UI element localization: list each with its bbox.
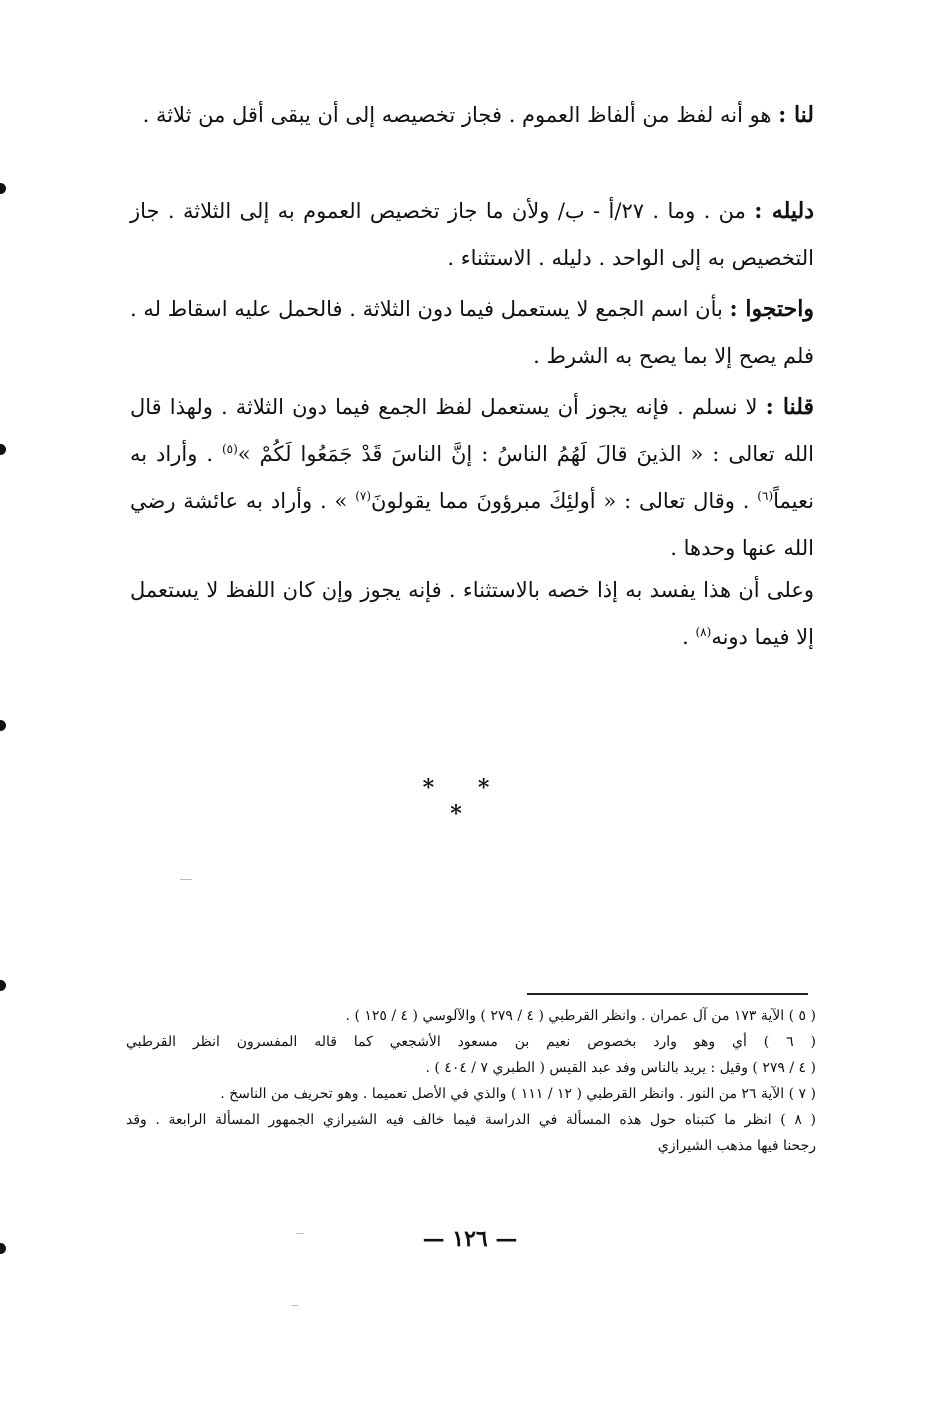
scan-edge-mark — [0, 444, 6, 455]
footnote-ref-7[interactable]: (٧) — [355, 489, 372, 503]
footnote-ref-5[interactable]: (٥) — [221, 442, 238, 456]
scan-edge-mark — [0, 1243, 6, 1254]
paragraph-4-part-4: » . وأراد به عائشة رضي الله عنها وحدها . — [130, 489, 814, 560]
paragraph-1-lead: لنا : — [778, 102, 814, 128]
paragraph-3 — [130, 286, 814, 380]
paragraph-4 — [130, 384, 814, 572]
paragraph-5 — [130, 567, 814, 661]
scan-edge-mark — [0, 183, 6, 194]
paragraph-4-lead: قلنا : — [765, 394, 814, 420]
paragraph-4-part-2: . وأراد به نعيماً — [130, 442, 814, 513]
paragraph-1-text: هو أنه لفظ من ألفاظ العموم . فجاز تخصيصه إلى أن يبقى أقل من ثلاثة . — [142, 103, 779, 127]
footnote-8: ( ٨ ) انظر ما كتبناه حول هذه المسألة في الدراسة فيما خالف فيه الشيرازي الجمهور المسألة الرابعة . وقد — [126, 1112, 816, 1128]
footnote-ref-8[interactable]: (٨) — [695, 625, 712, 639]
section-separator: * * * — [422, 775, 508, 827]
scan-speck — [292, 1305, 298, 1306]
page-number: — ١٢٦ — — [422, 1226, 518, 1252]
footnote-6-continued: ( ٤ / ٢٧٩ ) وقيل : يريد بالناس وفد عبد القيس ( الطبري ٧ / ٤٠٤ ) . — [425, 1060, 816, 1076]
paragraph-3-text: بأن اسم الجمع لا يستعمل فيما دون الثلاثة . فالحمل عليه اسقاط له . فلم يصح إلا بما يصح به الشرط . — [130, 297, 814, 368]
scan-edge-mark — [0, 720, 6, 731]
paragraph-2 — [130, 188, 814, 282]
paragraph-2-text: من . وما . ٢٧/أ - ب/ ولأن ما جاز تخصيص العموم به إلى الثلاثة . جاز التخصيص به إلى الواحد . دليله . الاستثناء . — [130, 199, 814, 270]
paragraph-5-end: . — [682, 625, 696, 649]
paragraph-2-lead: دليله : — [754, 198, 815, 224]
footnote-6: ( ٦ ) أي وهو وارد بخصوص نعيم بن مسعود الأشجعي كما قاله المفسرون انظر القرطبي — [126, 1034, 816, 1050]
paragraph-5-text: وعلى أن هذا يفسد به إذا خصه بالاستثناء . فإنه يجوز وإن كان اللفظ لا يستعمل إلا فيما دونه — [130, 578, 814, 649]
footnote-7: ( ٧ ) الآية ٢٦ من النور . وانظر القرطبي ( ١٢ / ١١١ ) والذي في الأصل تعميما . وهو تحريف من الناسخ . — [220, 1086, 816, 1102]
footnotes — [126, 1003, 816, 1159]
scan-speck — [296, 1233, 304, 1234]
paragraph-4-part-3: . وقال تعالى : « أولئِكَ مبرؤونَ مما يقولونَ — [371, 489, 758, 513]
paragraph-4-part-1: لا نسلم . فإنه يجوز أن يستعمل لفظ الجمع فيما دون الثلاثة . ولهذا قال الله تعالى : « الذينَ قالَ لَهُمُ الناسُ : إنَّ الناسَ قَدْ جَمَعُوا لَكُمْ » — [130, 395, 814, 466]
scan-edge-mark — [0, 980, 6, 991]
footnote-8-continued: رجحنا فيها مذهب الشيرازي — [657, 1138, 816, 1154]
scan-speck — [180, 879, 192, 880]
paragraph-3-lead: واحتجوا : — [729, 296, 814, 322]
footnote-5: ( ٥ ) الآية ١٧٣ من آل عمران . وانظر القرطبي ( ٤ / ٢٧٩ ) والآلوسي ( ٤ / ١٢٥ ) . — [345, 1008, 816, 1024]
paragraph-1 — [130, 92, 814, 139]
footnote-divider — [527, 993, 808, 995]
footnote-ref-6[interactable]: (٦) — [757, 489, 774, 503]
